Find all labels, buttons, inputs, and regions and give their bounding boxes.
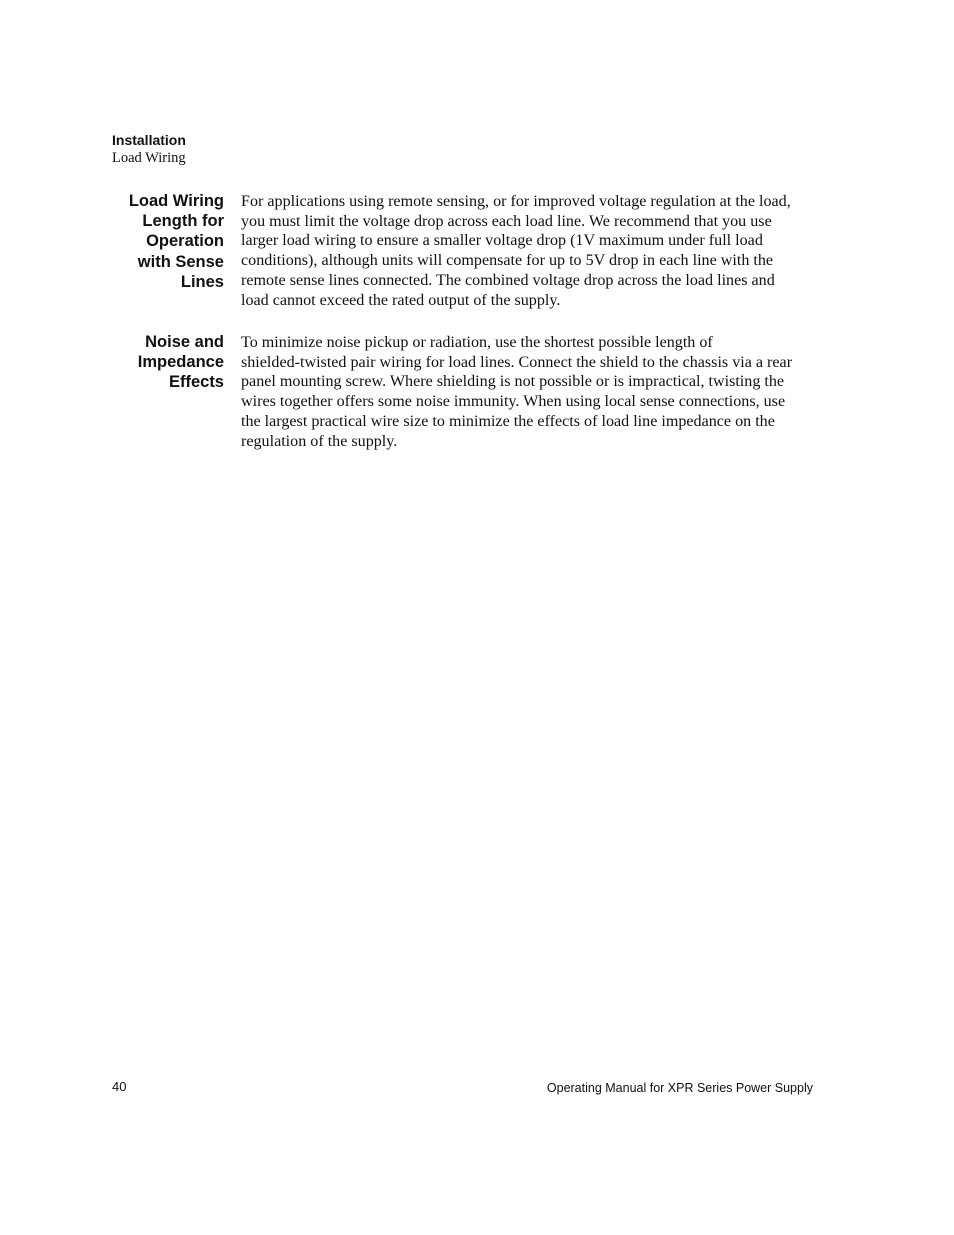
body-line: load cannot exceed the rated output of the supply. (241, 291, 561, 309)
section-heading: Load Wiring Length for Operation with Sense Lines (128, 192, 224, 291)
body-line: you must limit the voltage drop across each load line. We recommend that you use (241, 212, 772, 230)
body-line: panel mounting screw. Where shielding is not possible or is impractical, twisting the (241, 373, 785, 391)
section-body (241, 333, 813, 451)
body-line: wires together offers some noise immunity. When using local sense connections, use (241, 393, 786, 411)
body-line: the largest practical wire size to minimize the effects of load line impedance on the (241, 412, 775, 430)
section-heading: Noise and Impedance Effects (137, 333, 224, 392)
body-line: regulation of the supply. (241, 432, 398, 450)
page-number: 40 (112, 1079, 127, 1094)
body-line: To minimize noise pickup or radiation, use the shortest possible length of (241, 334, 713, 351)
body-line: shielded-twisted pair wiring for load lines. Connect the shield to the chassis via a rear (241, 353, 793, 371)
body-line: larger load wiring to ensure a smaller voltage drop (1V maximum under full load (241, 232, 763, 250)
section-body (241, 192, 813, 310)
running-header-section: Installation (112, 132, 186, 148)
body-line: conditions), although units will compensate for up to 5V drop in each line with the (241, 252, 774, 270)
body-line: For applications using remote sensing, or for improved voltage regulation at the load, (241, 193, 791, 210)
body-line: remote sense lines connected. The combined voltage drop across the load lines and (241, 271, 775, 289)
footer-manual-title: Operating Manual for XPR Series Power Supply (546, 1081, 813, 1095)
running-header-subsection: Load Wiring (112, 150, 186, 166)
